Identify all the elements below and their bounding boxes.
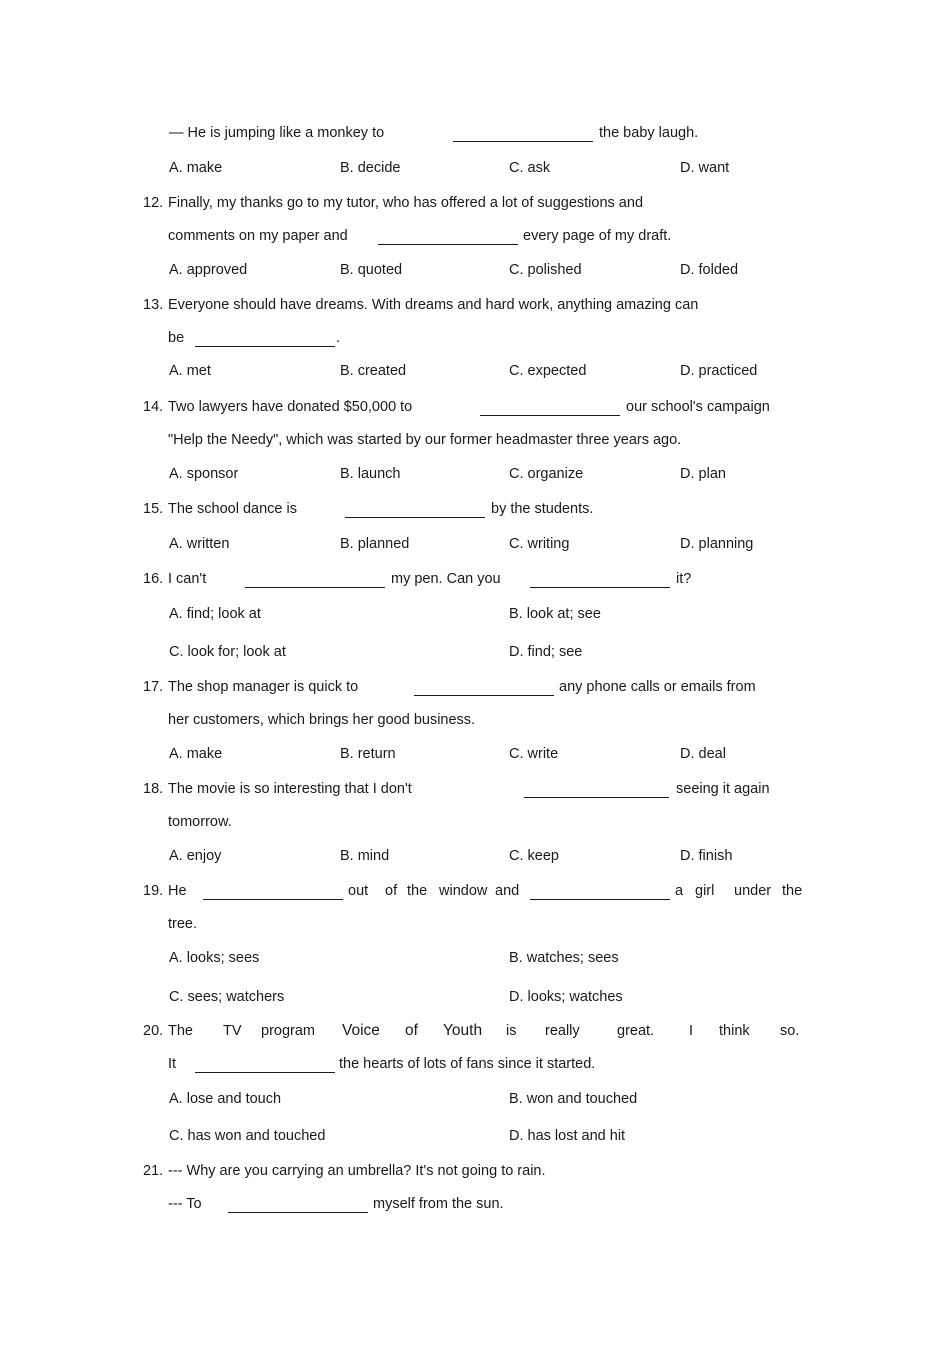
option-c: C. ask bbox=[509, 160, 551, 176]
option-b: B. launch bbox=[340, 466, 401, 482]
stem-word: girl bbox=[695, 883, 715, 899]
answer-blank bbox=[453, 141, 593, 142]
stem-text: "Help the Needy", which was started by our former headmaster three years ago. bbox=[168, 432, 682, 448]
stem-word: window bbox=[439, 883, 488, 899]
question-number: 19. bbox=[143, 883, 164, 899]
option-d: D. finish bbox=[680, 848, 733, 864]
question-number: 17. bbox=[143, 679, 164, 695]
answer-blank bbox=[195, 1072, 335, 1073]
stem-text: any phone calls or emails from bbox=[559, 679, 756, 695]
answer-blank bbox=[378, 244, 518, 245]
option-d: D. has lost and hit bbox=[509, 1128, 626, 1144]
stem-word: It bbox=[168, 1056, 177, 1072]
stem-text: the baby laugh. bbox=[599, 125, 699, 141]
stem-text: comments on my paper and bbox=[168, 228, 348, 244]
option-a: A. written bbox=[169, 536, 230, 552]
stem-text: The movie is so interesting that I don't bbox=[168, 781, 412, 797]
stem-text: I can't bbox=[168, 571, 207, 587]
option-c: C. write bbox=[509, 746, 559, 762]
stem-word: Voice bbox=[342, 1022, 380, 1039]
stem-word: great. bbox=[617, 1023, 655, 1039]
option-c: C. writing bbox=[509, 536, 570, 552]
stem-text: . bbox=[336, 330, 341, 346]
option-b: B. quoted bbox=[340, 262, 403, 278]
stem-word: so. bbox=[780, 1023, 800, 1039]
option-b: B. mind bbox=[340, 848, 390, 864]
question-number: 15. bbox=[143, 501, 164, 517]
question-number: 21. bbox=[143, 1163, 164, 1179]
answer-blank bbox=[345, 517, 485, 518]
option-d: D. folded bbox=[680, 262, 739, 278]
option-a: A. find; look at bbox=[169, 606, 261, 622]
option-d: D. find; see bbox=[509, 644, 583, 660]
stem-word: of bbox=[385, 883, 398, 899]
option-b: B. return bbox=[340, 746, 396, 762]
stem-word: Youth bbox=[443, 1022, 483, 1039]
stem-text: by the students. bbox=[491, 501, 594, 517]
stem-text: be bbox=[168, 330, 185, 346]
option-c: C. sees; watchers bbox=[169, 989, 285, 1005]
answer-blank bbox=[228, 1212, 368, 1213]
stem-text: Everyone should have dreams. With dreams and hard work, anything amazing can bbox=[168, 297, 699, 313]
answer-blank bbox=[530, 587, 670, 588]
option-a: A. looks; sees bbox=[169, 950, 260, 966]
option-a: A. enjoy bbox=[169, 848, 222, 864]
option-c: C. look for; look at bbox=[169, 644, 286, 660]
stem-text: Two lawyers have donated $50,000 to bbox=[168, 399, 413, 415]
option-a: A. sponsor bbox=[169, 466, 239, 482]
stem-word: I bbox=[689, 1023, 694, 1039]
stem-word: is bbox=[506, 1023, 517, 1039]
stem-word: the bbox=[782, 883, 803, 899]
stem-word: of bbox=[405, 1022, 418, 1039]
stem-word: and bbox=[495, 883, 520, 899]
stem-text: --- Why are you carrying an umbrella? It's not going to rain. bbox=[168, 1163, 546, 1179]
stem-text: our school's campaign bbox=[626, 399, 770, 415]
stem-word: out bbox=[348, 883, 369, 899]
stem-text: tomorrow. bbox=[168, 814, 232, 830]
question-number: 18. bbox=[143, 781, 164, 797]
stem-text: The school dance is bbox=[168, 501, 297, 517]
stem-word: The bbox=[168, 1023, 193, 1039]
stem-text: my pen. Can you bbox=[391, 571, 501, 587]
option-a: A. met bbox=[169, 363, 211, 379]
stem-word: really bbox=[545, 1023, 580, 1039]
stem-text: myself from the sun. bbox=[373, 1196, 504, 1212]
option-b: B. created bbox=[340, 363, 407, 379]
option-d: D. want bbox=[680, 160, 730, 176]
answer-blank bbox=[414, 695, 554, 696]
option-a: A. make bbox=[169, 746, 223, 762]
option-b: B. planned bbox=[340, 536, 410, 552]
stem-text: her customers, which brings her good business. bbox=[168, 712, 476, 728]
answer-blank bbox=[203, 899, 343, 900]
question-number: 12. bbox=[143, 195, 164, 211]
answer-blank bbox=[530, 899, 670, 900]
option-a: A. approved bbox=[169, 262, 248, 278]
option-d: D. looks; watches bbox=[509, 989, 623, 1005]
stem-word: under bbox=[734, 883, 772, 899]
stem-word: a bbox=[675, 883, 684, 899]
option-d: D. deal bbox=[680, 746, 726, 762]
stem-text: seeing it again bbox=[676, 781, 770, 797]
answer-blank bbox=[480, 415, 620, 416]
stem-word: He bbox=[168, 883, 187, 899]
stem-text: — He is jumping like a monkey to bbox=[169, 125, 385, 141]
option-d: D. plan bbox=[680, 466, 726, 482]
stem-text: --- To bbox=[168, 1196, 202, 1212]
option-a: A. lose and touch bbox=[169, 1091, 282, 1107]
stem-text: it? bbox=[676, 571, 692, 587]
option-c: C. polished bbox=[509, 262, 582, 278]
stem-text: every page of my draft. bbox=[523, 228, 672, 244]
stem-word: program bbox=[261, 1023, 315, 1039]
answer-blank bbox=[524, 797, 669, 798]
stem-text: the hearts of lots of fans since it started. bbox=[339, 1056, 596, 1072]
option-b: B. won and touched bbox=[509, 1091, 638, 1107]
question-number: 13. bbox=[143, 297, 164, 313]
question-number: 20. bbox=[143, 1023, 164, 1039]
option-d: D. planning bbox=[680, 536, 754, 552]
answer-blank bbox=[195, 346, 335, 347]
stem-text: Finally, my thanks go to my tutor, who has offered a lot of suggestions and bbox=[168, 195, 644, 211]
option-b: B. look at; see bbox=[509, 606, 601, 622]
option-c: C. expected bbox=[509, 363, 587, 379]
option-d: D. practiced bbox=[680, 363, 758, 379]
stem-word: think bbox=[719, 1023, 750, 1039]
option-c: C. organize bbox=[509, 466, 584, 482]
option-c: C. keep bbox=[509, 848, 559, 864]
stem-word: the bbox=[407, 883, 428, 899]
option-b: B. watches; sees bbox=[509, 950, 619, 966]
question-number: 14. bbox=[143, 399, 164, 415]
answer-blank bbox=[245, 587, 385, 588]
option-b: B. decide bbox=[340, 160, 401, 176]
question-number: 16. bbox=[143, 571, 164, 587]
stem-text: tree. bbox=[168, 916, 198, 932]
stem-text: The shop manager is quick to bbox=[168, 679, 359, 695]
option-a: A. make bbox=[169, 160, 223, 176]
stem-word: TV bbox=[223, 1023, 242, 1039]
option-c: C. has won and touched bbox=[169, 1128, 326, 1144]
